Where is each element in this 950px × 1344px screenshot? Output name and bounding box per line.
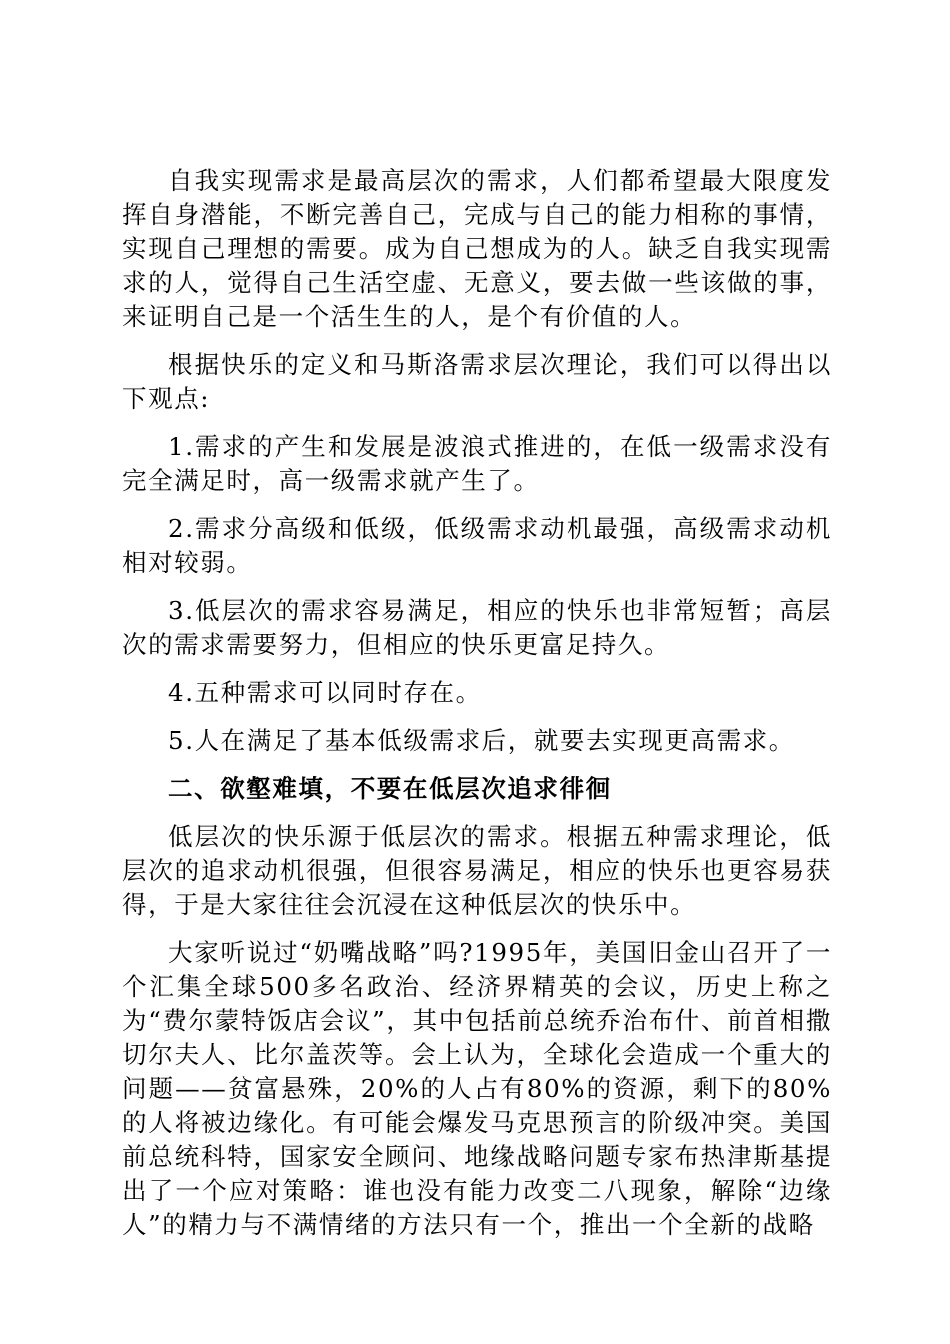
list-item-1: 1.需求的产生和发展是波浪式推进的，在低一级需求没有完全满足时，高一级需求就产生了。 — [122, 432, 832, 495]
list-item-2: 2.需求分高级和低级，低级需求动机最强，高级需求动机相对较弱。 — [122, 514, 832, 577]
paragraph-self-actualization: 自我实现需求是最高层次的需求，人们都希望最大限度发挥自身潜能，不断完善自己，完成与自己的能力相称的事情，实现自己理想的需要。成为自己想成为的人。缺乏自我实现需求的人，觉得自己生活空虚、无意义，要去做一些该做的事，来证明自己是一个活生生的人，是个有价值的人。 — [122, 166, 832, 331]
list-item-4: 4.五种需求可以同时存在。 — [168, 678, 482, 707]
section-heading: 二、欲壑难填，不要在低层次追求徘徊 — [168, 774, 612, 803]
list-item-3: 3.低层次的需求容易满足，相应的快乐也非常短暂；高层次的需求需要努力，但相应的快乐更富足持久。 — [122, 596, 832, 659]
paragraph-conclusions-intro: 根据快乐的定义和马斯洛需求层次理论，我们可以得出以下观点: — [122, 350, 832, 413]
list-item-5: 5.人在满足了基本低级需求后，就要去实现更高需求。 — [168, 726, 795, 755]
paragraph-low-level-happiness: 低层次的快乐源于低层次的需求。根据五种需求理论，低层次的追求动机很强，但很容易满足，相应的快乐也更容易获得，于是大家往往会沉浸在这种低层次的快乐中。 — [122, 822, 832, 919]
document-body — [122, 164, 832, 1256]
paragraph-pacifier-strategy: 大家听说过“奶嘴战略”吗?1995年，美国旧金山召开了一个汇集全球500多名政治、经济界精英的会议，历史上称之为“费尔蒙特饭店会议”，其中包括前总统乔治布什、前首相撒切尔夫人、比尔盖茨等。会上认为，全球化会造成一个重大的问题——贫富悬殊，20%的人占有80%的资源，剩下的80%的人将被边缘化。有可能会爆发马克思预言的阶级冲突。美国前总统科特，国家安全顾问、地缘战略问题专家布热津斯基提出了一个应对策略：谁也没有能力改变二八现象，解除“边缘人”的精力与不满情绪的方法只有一个，推出一个全新的战略 — [122, 938, 832, 1239]
